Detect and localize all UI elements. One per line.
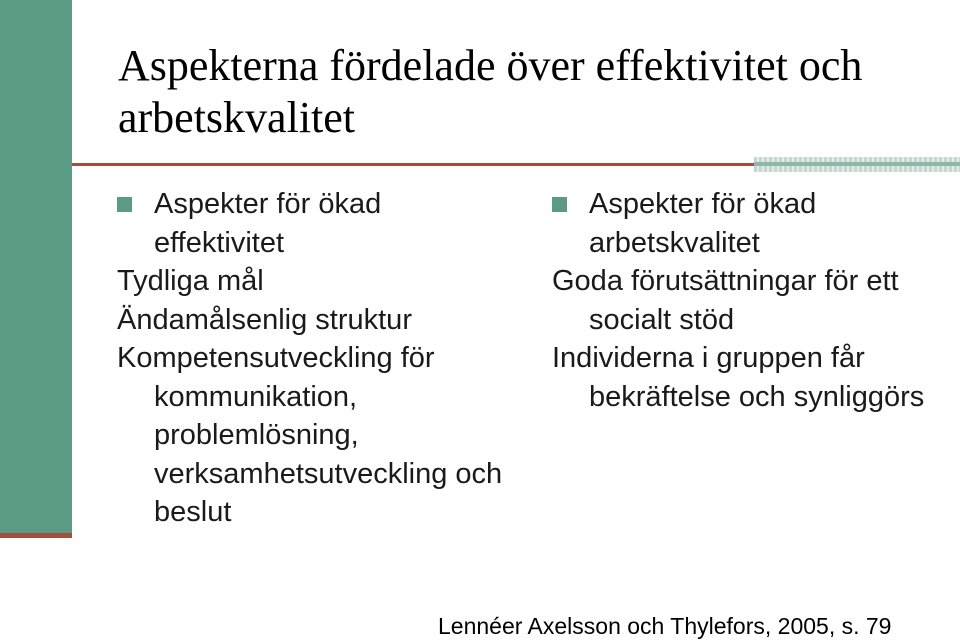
right-column-heading: [552, 185, 952, 262]
left-bar-underline: [0, 533, 72, 538]
right-item-1: Goda förutsättningar för ett socialt stöd: [552, 265, 899, 336]
square-bullet-icon: [117, 197, 132, 212]
title-divider: [72, 163, 754, 166]
left-heading-text: Aspekter för ökad effektivitet: [154, 188, 382, 259]
left-column: [117, 185, 517, 532]
left-decorative-bar: [0, 0, 72, 536]
right-column: [552, 185, 952, 416]
slide-title: Aspekterna fördelade över effektivitet och arbetskvalitet: [118, 41, 863, 142]
left-item-2: Ändamålsenlig struktur: [117, 303, 412, 336]
right-item-2: Individerna i gruppen får bekräftelse och synliggörs: [552, 342, 925, 413]
left-column-heading: [117, 185, 517, 262]
right-heading-text: Aspekter för ökad arbetskvalitet: [589, 188, 817, 259]
left-item-1: Tydliga mål: [117, 265, 264, 297]
divider-accent-line: [754, 162, 960, 166]
left-item-3: Kompetensutveckling för kommunikation, problemlösning, verksamhetsutveckling och beslut: [117, 342, 503, 528]
citation: Lennéer Axelsson och Thylefors, 2005, s. 79: [438, 613, 892, 639]
square-bullet-icon: [552, 197, 567, 212]
